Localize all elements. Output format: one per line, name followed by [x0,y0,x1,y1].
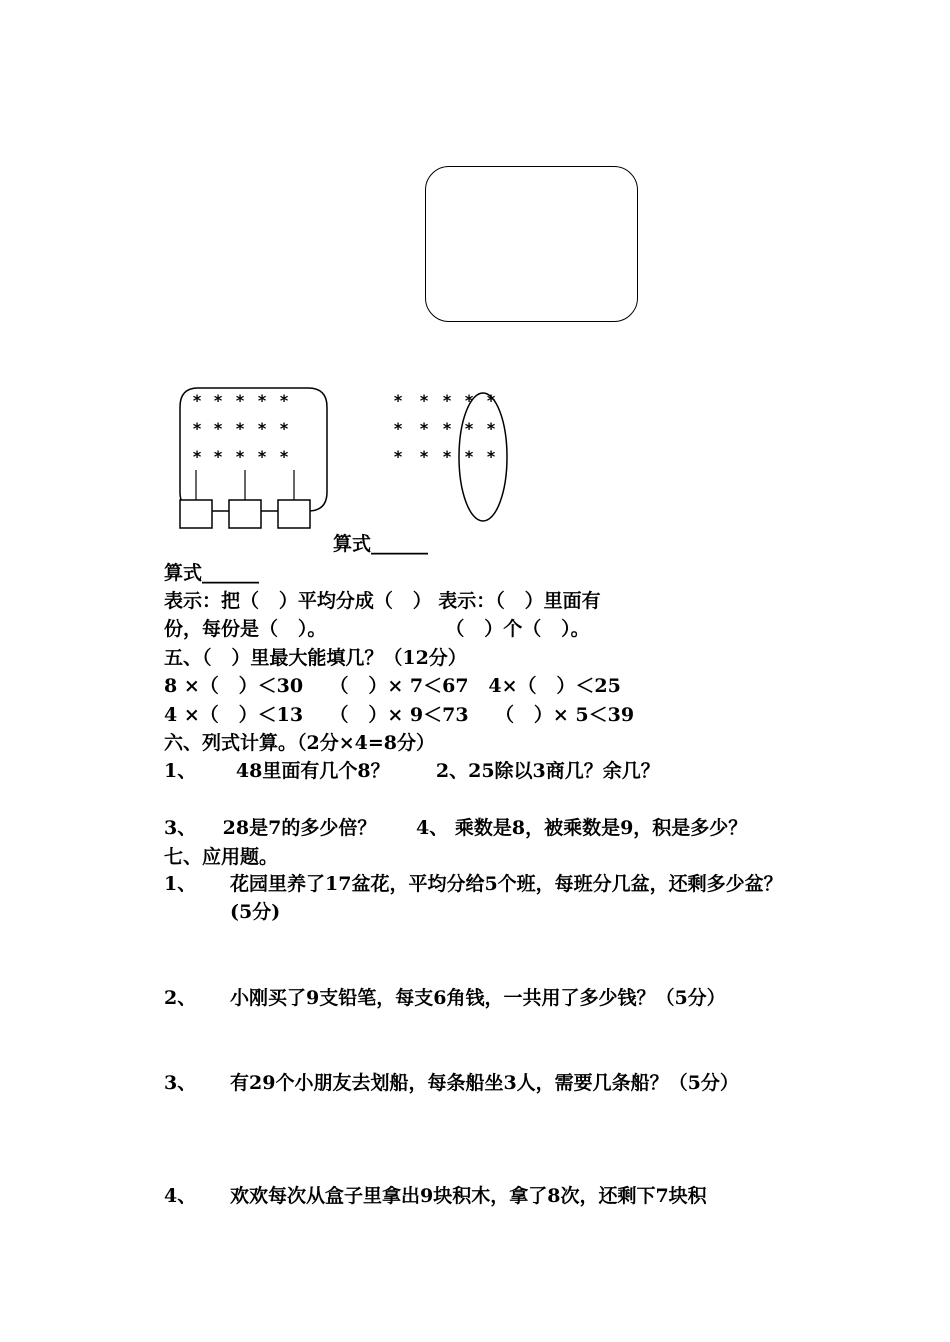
asterisk: * [419,391,429,410]
asterisk: * [257,419,267,438]
asterisk: * [279,419,289,438]
asterisk: * [486,391,496,410]
asterisk: * [192,419,202,438]
asterisk: * [393,391,403,410]
problem-2-text: 小刚买了9支铅笔，每支6角钱，一共用了多少钱？（5分） [230,987,726,1009]
left-asterisk-grid [193,391,289,466]
problem-1-text: 花园里养了17盆花，平均分给5个班，每班分几盆，还剩多少盆？(5分) [230,873,783,923]
section-5-title: 五、（ ）里最大能填几？（12分） [164,647,467,669]
section-6-title: 六、列式计算。（2分×4=8分） [164,732,436,754]
asterisk: * [393,447,403,466]
asterisk: * [235,391,245,410]
asterisk: * [442,391,452,410]
section-6-row-1: 1、 48里面有几个8？ 2、25除以3商几？余几？ [164,760,660,782]
asterisk: * [213,391,223,410]
small-answer-box [180,500,212,528]
asterisk: * [213,419,223,438]
problem-1-number: 1、 [164,873,197,895]
problem-4-number: 4、 [164,1185,197,1207]
asterisk: * [486,419,496,438]
asterisk: * [235,419,245,438]
section-5-row-2: 4 ×（ ）＜13 （ ）× 9＜73 （ ）× 5＜39 [164,704,635,726]
formula-left: 算式______ [164,562,260,584]
asterisk: * [257,391,267,410]
problem-3-number: 3、 [164,1072,197,1094]
left-group-outline [180,388,327,511]
section-5-row-1: 8 ×（ ）＜30 （ ）× 7＜67 4×（ ）＜25 [164,675,621,697]
small-answer-box [278,500,310,528]
asterisk: * [419,447,429,466]
right-asterisk-grid [394,391,496,466]
asterisk: * [464,391,474,410]
represent-line-2: 份，每份是（ ）。 （ ）个（ ）。 [164,618,590,640]
asterisk: * [192,391,202,410]
formula-right: 算式______ [333,533,429,555]
asterisk: * [464,419,474,438]
asterisk: * [213,447,223,466]
small-answer-box [229,500,261,528]
asterisk: * [279,391,289,410]
asterisk: * [235,447,245,466]
problem-4-text: 欢欢每次从盒子里拿出9块积木，拿了8次，还剩下7块积 [230,1185,707,1207]
asterisk: * [442,419,452,438]
asterisk: * [279,447,289,466]
represent-line-1: 表示：把（ ）平均分成（ ） 表示：（ ）里面有 [164,590,601,612]
asterisk: * [192,447,202,466]
grouping-figure [0,0,950,560]
asterisk: * [486,447,496,466]
asterisk: * [257,447,267,466]
problem-2-number: 2、 [164,987,197,1009]
asterisk: * [464,447,474,466]
asterisk: * [442,447,452,466]
problem-3-text: 有29个小朋友去划船，每条船坐3人，需要几条船？（5分） [230,1072,739,1094]
asterisk: * [419,419,429,438]
section-6-row-2: 3、 28是7的多少倍？ 4、 乘数是8，被乘数是9，积是多少？ [164,817,748,839]
asterisk: * [393,419,403,438]
section-7-title: 七、应用题。 [164,846,279,868]
